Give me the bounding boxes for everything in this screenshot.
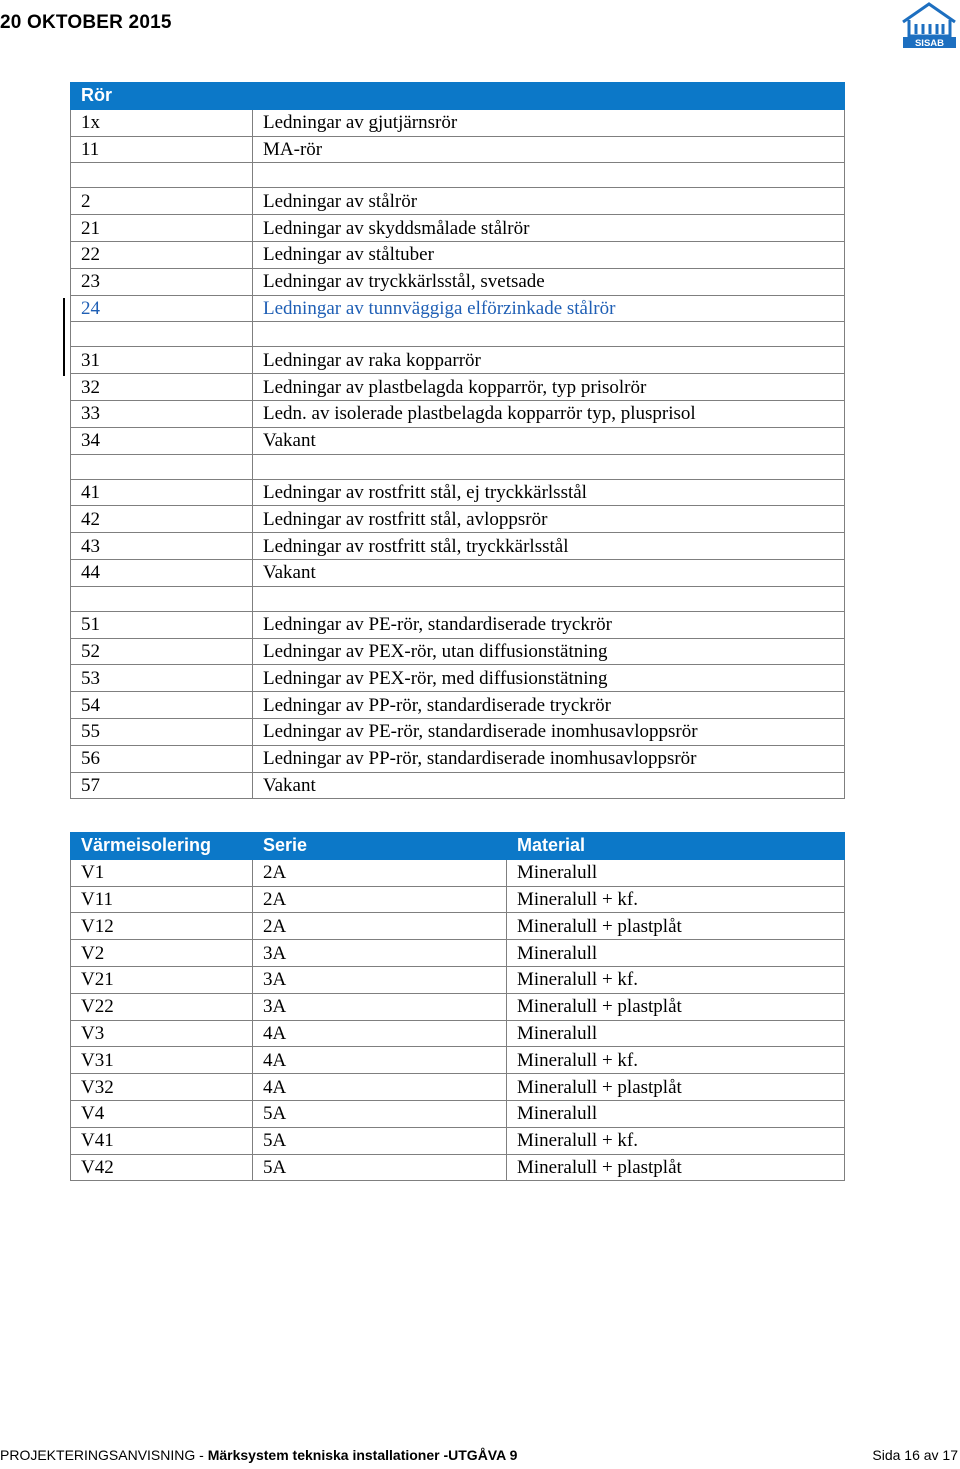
table-row: [71, 136, 845, 163]
row-description: Ledningar av PE-rör, standardiserade inomhusavloppsrör: [253, 718, 845, 745]
row-code: V41: [71, 1127, 253, 1154]
row-description: Vakant: [253, 427, 845, 454]
page-number: Sida 16 av 17: [872, 1447, 958, 1463]
row-serie: 5A: [253, 1127, 507, 1154]
row-material: Mineralull + plastplåt: [507, 1074, 845, 1101]
row-code: V31: [71, 1047, 253, 1074]
row-code: 32: [71, 374, 253, 401]
revision-marker: [63, 298, 65, 376]
row-description: Ledn. av isolerade plastbelagda kopparrör typ, plusprisol: [253, 400, 845, 427]
footer-prefix: PROJEKTERINGSANVISNING -: [0, 1447, 208, 1463]
row-material: Mineralull: [507, 940, 845, 967]
table-row: [71, 638, 845, 665]
row-code: V3: [71, 1020, 253, 1047]
row-description: Ledningar av raka kopparrör: [253, 347, 845, 374]
row-description: Ledningar av plastbelagda kopparrör, typ prisolrör: [253, 374, 845, 401]
table-row: [71, 692, 845, 719]
row-material: Mineralull + kf.: [507, 1127, 845, 1154]
row-code: V4: [71, 1100, 253, 1127]
row-serie: 3A: [253, 940, 507, 967]
ror-table-title: Rör: [71, 83, 845, 110]
row-code: [71, 586, 253, 611]
row-description: Ledningar av PE-rör, standardiserade tryckrör: [253, 611, 845, 638]
row-code: V32: [71, 1074, 253, 1101]
row-serie: 5A: [253, 1100, 507, 1127]
row-description: [253, 454, 845, 479]
table-row: [71, 1020, 845, 1047]
footer-document-title: [0, 1447, 517, 1463]
table-row: [71, 1154, 845, 1181]
row-code: V22: [71, 993, 253, 1020]
row-code: 55: [71, 718, 253, 745]
table-row: [71, 1100, 845, 1127]
row-material: Mineralull + kf.: [507, 886, 845, 913]
row-description: Ledningar av tryckkärlsstål, svetsade: [253, 268, 845, 295]
table-row: [71, 400, 845, 427]
row-description: MA-rör: [253, 136, 845, 163]
document-date: 20 OKTOBER 2015: [0, 12, 172, 33]
row-code: 31: [71, 347, 253, 374]
row-code: 56: [71, 745, 253, 772]
row-material: Mineralull + plastplåt: [507, 913, 845, 940]
row-code: 1x: [71, 109, 253, 136]
row-description: Ledningar av tunnväggiga elförzinkade stålrör: [253, 295, 845, 322]
table-row: [71, 611, 845, 638]
table-row: [71, 347, 845, 374]
row-code: 11: [71, 136, 253, 163]
row-code: 2: [71, 188, 253, 215]
row-code: 33: [71, 400, 253, 427]
row-description: [253, 586, 845, 611]
row-code: V12: [71, 913, 253, 940]
table-row: [71, 322, 845, 347]
table-row: [71, 745, 845, 772]
table-row: [71, 1074, 845, 1101]
row-material: Mineralull + kf.: [507, 1047, 845, 1074]
row-serie: 5A: [253, 1154, 507, 1181]
table-row: [71, 1127, 845, 1154]
row-code: 23: [71, 268, 253, 295]
table-row: [71, 533, 845, 560]
row-serie: 3A: [253, 993, 507, 1020]
row-description: Ledningar av PEX-rör, utan diffusionstätning: [253, 638, 845, 665]
row-description: [253, 163, 845, 188]
ror-table: [70, 82, 845, 799]
row-code: 52: [71, 638, 253, 665]
table-row: [71, 215, 845, 242]
table-row: [71, 586, 845, 611]
row-code: V2: [71, 940, 253, 967]
table-row: [71, 718, 845, 745]
row-material: Mineralull: [507, 1100, 845, 1127]
table-row: [71, 993, 845, 1020]
table-row: [71, 163, 845, 188]
table-row: [71, 374, 845, 401]
table-row: [71, 241, 845, 268]
row-code: V42: [71, 1154, 253, 1181]
varmeisolering-table-header: [71, 833, 845, 860]
row-description: Vakant: [253, 772, 845, 799]
row-material: Mineralull + plastplåt: [507, 1154, 845, 1181]
table-row: [71, 479, 845, 506]
row-description: Ledningar av PP-rör, standardiserade inomhusavloppsrör: [253, 745, 845, 772]
row-code: 22: [71, 241, 253, 268]
row-material: Mineralull: [507, 859, 845, 886]
row-code: [71, 454, 253, 479]
table-row: [71, 1047, 845, 1074]
row-serie: 4A: [253, 1020, 507, 1047]
row-description: Ledningar av PEX-rör, med diffusionstätning: [253, 665, 845, 692]
row-code: 34: [71, 427, 253, 454]
table-row: [71, 454, 845, 479]
row-code: 41: [71, 479, 253, 506]
varmeisolering-table: [70, 832, 845, 1181]
table-row: [71, 859, 845, 886]
column-header-serie: Serie: [253, 833, 507, 860]
table-row: [71, 665, 845, 692]
row-serie: 2A: [253, 886, 507, 913]
logo-text: SISAB: [914, 38, 945, 49]
row-code: 57: [71, 772, 253, 799]
table-row: [71, 966, 845, 993]
table-row: [71, 886, 845, 913]
table-row: [71, 772, 845, 799]
row-code: 54: [71, 692, 253, 719]
table-row: [71, 268, 845, 295]
row-description: Vakant: [253, 559, 845, 586]
table-row: [71, 109, 845, 136]
row-code: V11: [71, 886, 253, 913]
table-row: [71, 506, 845, 533]
row-description: Ledningar av ståltuber: [253, 241, 845, 268]
row-code: 42: [71, 506, 253, 533]
row-material: Mineralull + kf.: [507, 966, 845, 993]
row-code: [71, 322, 253, 347]
row-code: 43: [71, 533, 253, 560]
row-description: Ledningar av stålrör: [253, 188, 845, 215]
table-row: [71, 188, 845, 215]
row-description: [253, 322, 845, 347]
row-serie: 4A: [253, 1074, 507, 1101]
row-code: 53: [71, 665, 253, 692]
row-code: [71, 163, 253, 188]
row-description: Ledningar av rostfritt stål, avloppsrör: [253, 506, 845, 533]
row-description: Ledningar av skyddsmålade stålrör: [253, 215, 845, 242]
ror-table-header: [71, 83, 845, 110]
row-code: 24: [71, 295, 253, 322]
row-code: 51: [71, 611, 253, 638]
row-code: 21: [71, 215, 253, 242]
table-row: [71, 940, 845, 967]
row-code: V1: [71, 859, 253, 886]
row-material: Mineralull + plastplåt: [507, 993, 845, 1020]
row-serie: 2A: [253, 913, 507, 940]
row-description: Ledningar av rostfritt stål, ej tryckkärlsstål: [253, 479, 845, 506]
row-serie: 4A: [253, 1047, 507, 1074]
table-row: [71, 913, 845, 940]
row-code: V21: [71, 966, 253, 993]
table-row: [71, 427, 845, 454]
table-row: [71, 559, 845, 586]
row-serie: 3A: [253, 966, 507, 993]
sisab-logo: [899, 0, 960, 50]
column-header-material: Material: [507, 833, 845, 860]
footer-title: Märksystem tekniska installationer -UTGÅVA 9: [207, 1447, 518, 1463]
row-description: Ledningar av gjutjärnsrör: [253, 109, 845, 136]
row-serie: 2A: [253, 859, 507, 886]
row-description: Ledningar av rostfritt stål, tryckkärlsstål: [253, 533, 845, 560]
row-material: Mineralull: [507, 1020, 845, 1047]
row-description: Ledningar av PP-rör, standardiserade tryckrör: [253, 692, 845, 719]
table-row: [71, 295, 845, 322]
row-code: 44: [71, 559, 253, 586]
column-header-varmeisolering: Värmeisolering: [71, 833, 253, 860]
